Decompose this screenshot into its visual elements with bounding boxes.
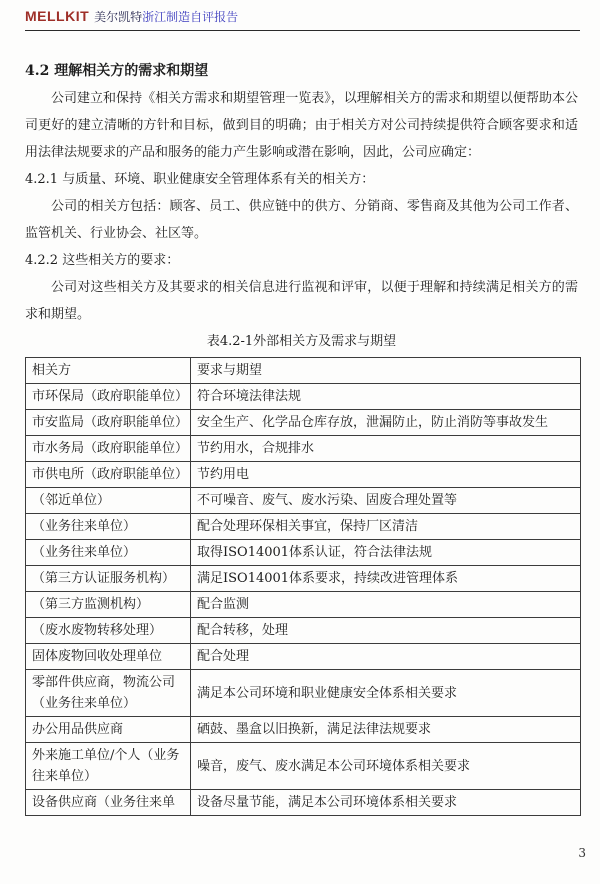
stakeholder-cell: 设备供应商（业务往来单 xyxy=(26,790,191,816)
stakeholder-cell: 固体废物回收处理单位 xyxy=(26,644,191,670)
table-row xyxy=(26,436,581,462)
requirement-cell: 配合监测 xyxy=(191,592,581,618)
stakeholder-cell: （废水废物转移处理） xyxy=(26,618,191,644)
requirement-cell: 噪音，废气、废水满足本公司环境体系相关要求 xyxy=(191,743,581,790)
table-row xyxy=(26,540,581,566)
requirement-cell: 不可噪音、废气、废水污染、固废合理处置等 xyxy=(191,488,581,514)
column-header-party: 相关方 xyxy=(26,358,191,384)
stakeholder-cell: 办公用品供应商 xyxy=(26,717,191,743)
section-heading: 4.2 理解相关方的需求和期望 xyxy=(25,63,209,79)
stakeholder-cell: 市供电所（政府职能单位） xyxy=(26,462,191,488)
table-row xyxy=(26,566,581,592)
requirement-cell: 取得ISO14001体系认证，符合法律法规 xyxy=(191,540,581,566)
table-row xyxy=(26,644,581,670)
requirement-cell: 节约用水，合规排水 xyxy=(191,436,581,462)
requirement-cell: 满足ISO14001体系要求，持续改进管理体系 xyxy=(191,566,581,592)
stakeholder-cell: （邻近单位） xyxy=(26,488,191,514)
report-title: 浙江制造自评报告 xyxy=(142,10,239,24)
table-row xyxy=(26,743,581,790)
document-header xyxy=(25,6,580,31)
document-body xyxy=(25,58,578,816)
paragraph-3: 公司对这些相关方及其要求的相关信息进行监视和评审，以便于理解和持续满足相关方的需求和期望。 xyxy=(25,280,578,322)
sub-heading-1: 4.2.1 与质量、环境、职业健康安全管理体系有关的相关方： xyxy=(25,172,375,187)
table-row xyxy=(26,384,581,410)
table-row xyxy=(26,410,581,436)
requirement-cell: 配合处理 xyxy=(191,644,581,670)
stakeholder-cell: （第三方认证服务机构） xyxy=(26,566,191,592)
brand-logo-text: MELLKIT xyxy=(25,8,90,24)
page-number: 3 xyxy=(578,846,586,860)
requirement-cell: 配合处理环保相关事宜，保持厂区清洁 xyxy=(191,514,581,540)
requirement-cell: 硒鼓、墨盒以旧换新，满足法律法规要求 xyxy=(191,717,581,743)
stakeholder-cell: 零部件供应商，物流公司（业务往来单位） xyxy=(26,670,191,717)
requirement-cell: 节约用电 xyxy=(191,462,581,488)
requirement-cell: 配合转移，处理 xyxy=(191,618,581,644)
table-row xyxy=(26,592,581,618)
requirement-cell: 满足本公司环境和职业健康安全体系相关要求 xyxy=(191,670,581,717)
table-caption: 表4.2-1外部相关方及需求与期望 xyxy=(206,334,397,349)
stakeholder-table xyxy=(25,357,581,816)
sub-heading-2: 4.2.2 这些相关方的要求： xyxy=(25,253,180,268)
stakeholder-cell: 市水务局（政府职能单位） xyxy=(26,436,191,462)
stakeholder-cell: （第三方监测机构） xyxy=(26,592,191,618)
table-row xyxy=(26,618,581,644)
requirement-cell: 安全生产、化学品仓库存放，泄漏防止，防止消防等事故发生 xyxy=(191,410,581,436)
table-row xyxy=(26,717,581,743)
table-header-row xyxy=(26,358,581,384)
stakeholder-cell: 市环保局（政府职能单位） xyxy=(26,384,191,410)
requirement-cell: 设备尽量节能，满足本公司环境体系相关要求 xyxy=(191,790,581,816)
table-row xyxy=(26,462,581,488)
stakeholder-cell: 市安监局（政府职能单位） xyxy=(26,410,191,436)
stakeholder-cell: 外来施工单位/个人（业务往来单位） xyxy=(26,743,191,790)
column-header-requirement: 要求与期望 xyxy=(191,358,581,384)
requirement-cell: 符合环境法律法规 xyxy=(191,384,581,410)
paragraph-1: 公司建立和保持《相关方需求和期望管理一览表》，以理解相关方的需求和期望以便帮助本公司更好的建立清晰的方针和目标，做到目的明确；由于相关方对公司持续提供符合顾客要求和适用法律法规要求的产品和服务的能力产生影响或潜在影响，因此，公司应确定： xyxy=(25,91,578,160)
table-row xyxy=(26,488,581,514)
paragraph-2: 公司的相关方包括：顾客、员工、供应链中的供方、分销商、零售商及其他为公司工作者、监管机关、行业协会、社区等。 xyxy=(25,199,578,241)
stakeholder-cell: （业务往来单位） xyxy=(26,514,191,540)
table-row xyxy=(26,790,581,816)
company-name: 美尔凯特 xyxy=(94,10,143,24)
stakeholder-cell: （业务往来单位） xyxy=(26,540,191,566)
table-row xyxy=(26,670,581,717)
table-row xyxy=(26,514,581,540)
